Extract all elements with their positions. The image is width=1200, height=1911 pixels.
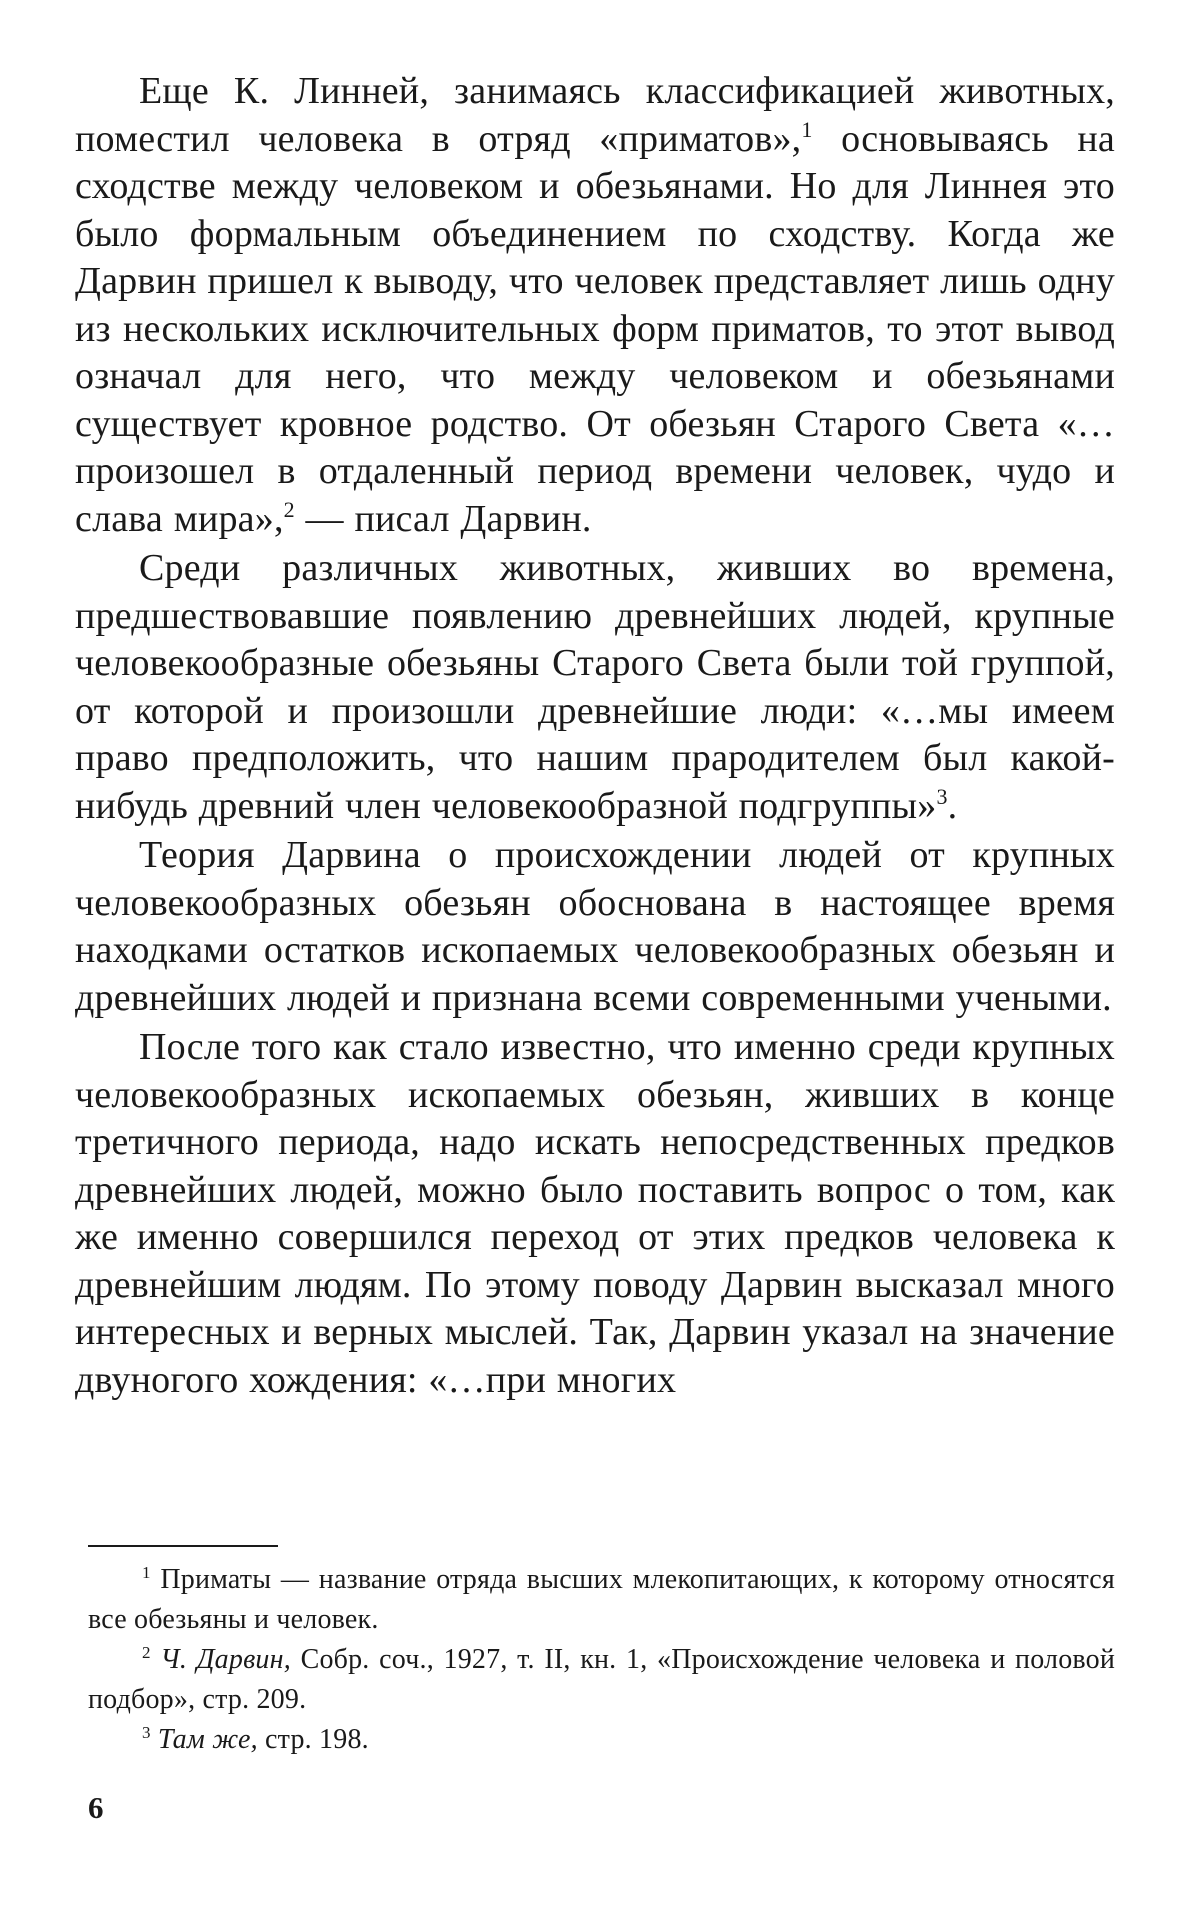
footnote-text: стр. 198. bbox=[257, 1724, 369, 1755]
text-segment: Еще К. Линней, занимаясь классификацией животных, поместил человека в отряд «приматов», bbox=[75, 70, 1115, 160]
footnote-ref-3: 3 bbox=[936, 783, 948, 809]
footnote-author: Там же, bbox=[157, 1724, 258, 1755]
footnote-3 bbox=[88, 1720, 1115, 1760]
footnote-text: Собр. соч., 1927, т. II, кн. 1, «Происхождение человека и половой подбор», стр. 209. bbox=[88, 1644, 1116, 1715]
footnote-mark: 2 bbox=[142, 1643, 151, 1662]
footnote-ref-2: 2 bbox=[283, 496, 295, 522]
text-segment: основываясь на сходстве между человеком и обезьянами. Но для Линнея это было формальным объединением по сходству. Когда же Дарвин пришел к выводу, что человек представляет лишь одну из нескольких исключительных форм приматов, то этот вывод означал для него, что между человеком и обезьянами существует кровное родство. От обезьян Старого Света «…произошел в отдаленный период времени человек, чудо и слава мира», bbox=[75, 117, 1115, 540]
text-segment: Теория Дарвина о происхождении людей от крупных человекообразных обезьян обоснована в настоящее время находками остатков ископаемых человекообразных обезьян и древнейших людей и признана всеми современными учеными. bbox=[75, 834, 1115, 1019]
footnote-2 bbox=[88, 1640, 1115, 1720]
text-segment: После того как стало известно, что именно среди крупных человекообразных ископаемых обезьян, живших в конце третичного периода, надо искать непосредственных предков древнейших людей, можно было поставить вопрос о том, как же именно совершился переход от этих предков человека к древнейшим людям. По этому поводу Дарвин высказал много интересных и верных мыслей. Так, Дарвин указал на значение двуногого хождения: «…при многих bbox=[75, 1026, 1115, 1401]
paragraph-3 bbox=[75, 832, 1115, 1022]
footnote-divider bbox=[88, 1545, 278, 1547]
text-segment: . bbox=[947, 784, 958, 827]
paragraph-4 bbox=[75, 1024, 1115, 1404]
paragraph-2 bbox=[75, 545, 1115, 830]
footnote-ref-1: 1 bbox=[801, 116, 813, 142]
footnotes bbox=[88, 1560, 1115, 1760]
main-text bbox=[75, 68, 1115, 1404]
footnote-mark: 3 bbox=[142, 1723, 151, 1742]
page-number: 6 bbox=[88, 1790, 104, 1825]
footnote-author: Ч. Дарвин, bbox=[160, 1644, 291, 1675]
text-segment: — писал Дарвин. bbox=[294, 497, 592, 540]
footnote-mark: 1 bbox=[142, 1563, 151, 1582]
paragraph-1 bbox=[75, 68, 1115, 543]
footnote-text: Приматы — название отряда высших млекопитающих, к которому относятся все обезьяны и человек. bbox=[88, 1564, 1116, 1635]
footnote-1 bbox=[88, 1560, 1115, 1640]
text-segment: Среди различных животных, живших во времена, предшествовавшие появлению древнейших людей, крупные человекообразные обезьяны Старого Света были той группой, от которой и произошли древнейшие люди: «…мы имеем право предположить, что нашим прародителем был какой-нибудь древний член человекообразной подгруппы» bbox=[75, 547, 1115, 827]
